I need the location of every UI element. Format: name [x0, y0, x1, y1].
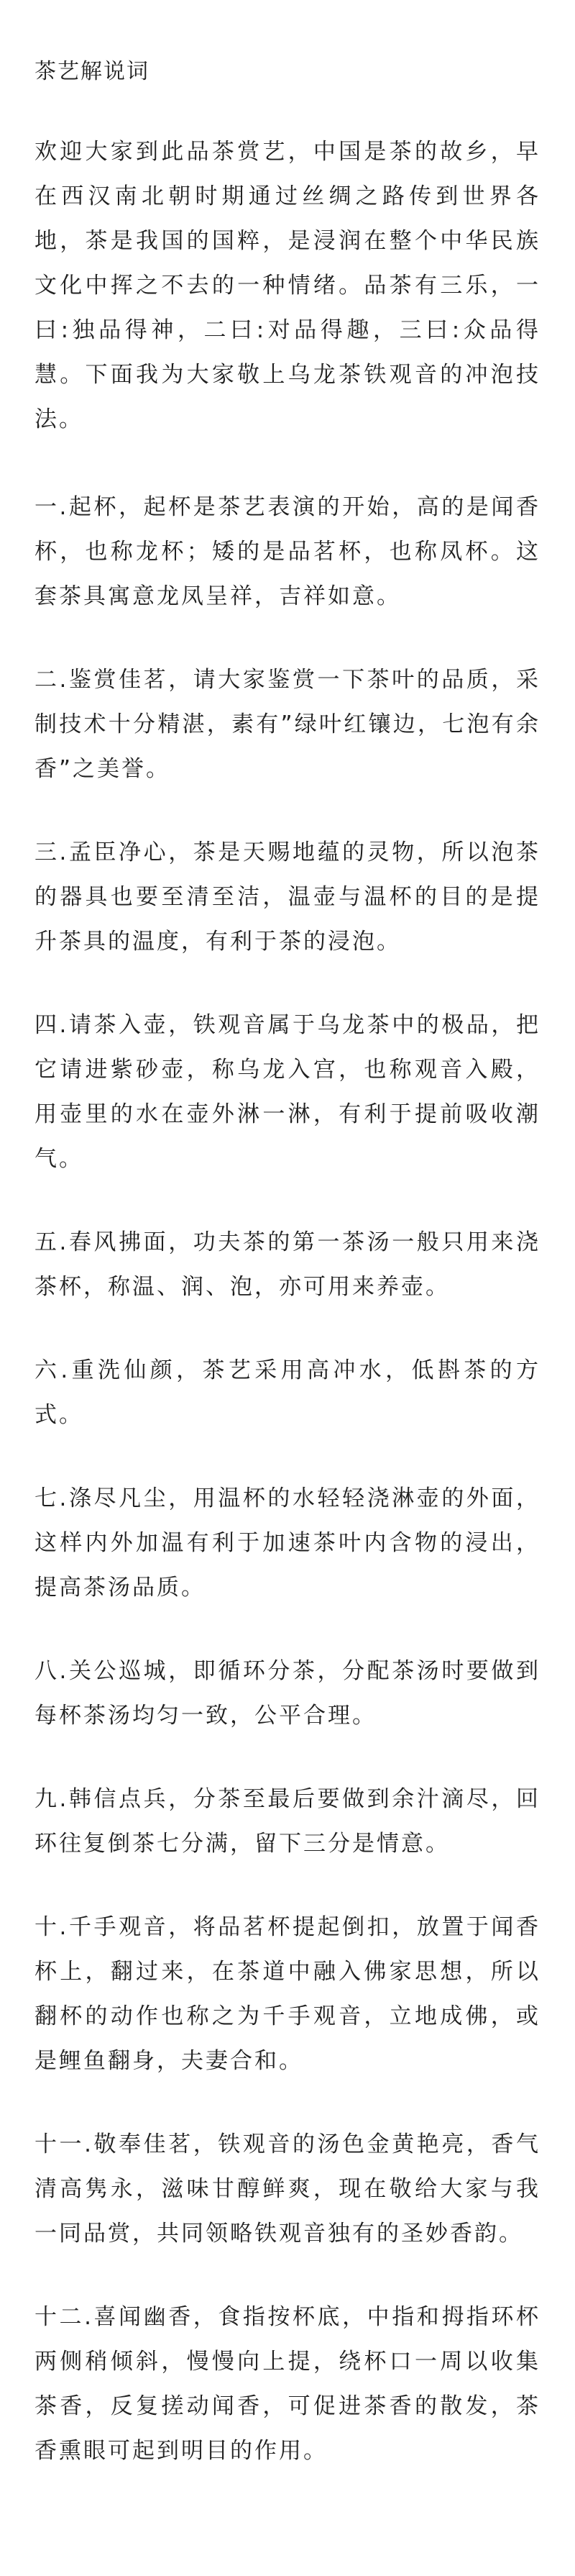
step-paragraph-7: 七.涤尽凡尘，用温杯的水轻轻浇淋壶的外面，这样内外加温有利于加速茶叶内含物的浸出，提高茶汤品质。 [34, 1485, 540, 1601]
step-paragraph-10: 十.千手观音，将品茗杯提起倒扣，放置于闻香杯上，翻过来，在茶道中融入佛家思想，所以翻杯的动作也称之为千手观音，立地成佛，或是鲤鱼翻身，夫妻合和。 [34, 1914, 540, 2074]
step-paragraph-6: 六.重洗仙颜，茶艺采用高冲水，低斟茶的方式。 [34, 1357, 540, 1428]
document-title: 茶艺解说词 [34, 59, 150, 84]
step-paragraph-8: 八.关公巡城，即循环分茶，分配茶汤时要做到每杯茶汤均匀一致，公平合理。 [34, 1658, 540, 1729]
step-paragraph-4: 四.请茶入壶，铁观音属于乌龙茶中的极品，把它请进紫砂壶，称乌龙入宫，也称观音入殿，用壶里的水在壶外淋一淋，有利于提前吸收潮气。 [34, 1012, 540, 1172]
step-paragraph-11: 十一.敬奉佳茗，铁观音的汤色金黄艳亮，香气清高隽永，滋味甘醇鲜爽，现在敬给大家与我一同品赏，共同领略铁观音独有的圣妙香韵。 [34, 2131, 540, 2247]
step-paragraph-3: 三.孟臣净心，茶是天赐地蕴的灵物，所以泡茶的器具也要至清至洁，温壶与温杯的目的是提升茶具的温度，有利于茶的浸泡。 [34, 839, 540, 955]
step-paragraph-2: 二.鉴赏佳茗，请大家鉴赏一下茶叶的品质，采制技术十分精湛，素有”绿叶红镶边，七泡有余香”之美誉。 [34, 667, 540, 782]
step-paragraph-12: 十二.喜闻幽香，食指按杯底，中指和拇指环杯两侧稍倾斜，慢慢向上提，绕杯口一周以收集茶香，反复搓动闻香，可促进茶香的散发，茶香熏眼可起到明目的作用。 [34, 2304, 540, 2464]
intro-paragraph: 欢迎大家到此品茶赏艺，中国是茶的故乡，早在西汉南北朝时期通过丝绸之路传到世界各地，茶是我国的国粹，是浸润在整个中华民族文化中挥之不去的一种情绪。品茶有三乐，一曰:独品得神，二曰:对品得趣，三曰:众品得慧。下面我为大家敬上乌龙茶铁观音的冲泡技法。 [34, 139, 540, 432]
step-paragraph-9: 九.韩信点兵，分茶至最后要做到余汁滴尽，回环往复倒茶七分满，留下三分是情意。 [34, 1786, 540, 1857]
step-paragraph-5: 五.春风拂面，功夫茶的第一茶汤一般只用来浇茶杯，称温、润、泡，亦可用来养壶。 [34, 1229, 540, 1300]
step-paragraph-1: 一.起杯，起杯是茶艺表演的开始，高的是闻香杯，也称龙杯；矮的是品茗杯，也称凤杯。这套茶具寓意龙凤呈祥，吉祥如意。 [34, 494, 540, 609]
